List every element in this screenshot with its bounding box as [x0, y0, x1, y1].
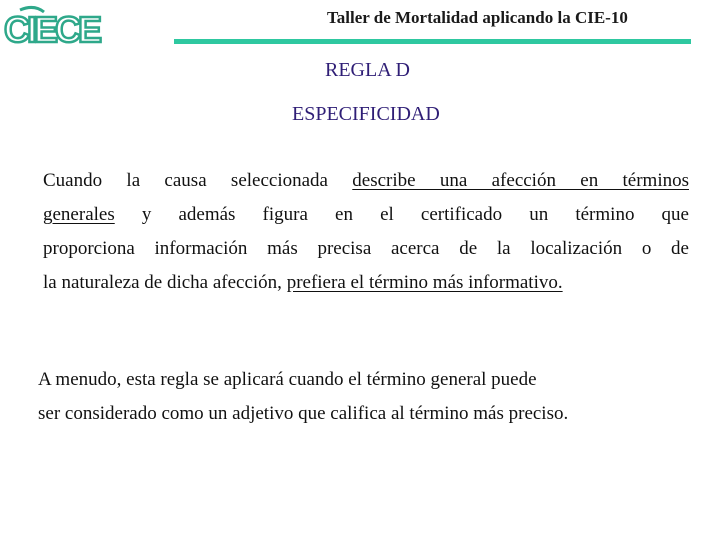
- workshop-title: Taller de Mortalidad aplicando la CIE-10: [327, 8, 628, 27]
- ciece-logo: [2, 2, 100, 50]
- note-line: ser considerado como un adjetivo que califica al término más preciso.: [38, 403, 569, 424]
- rule-heading: REGLA D: [325, 59, 410, 81]
- header-divider: [174, 39, 691, 44]
- rule-subheading: ESPECIFICIDAD: [292, 103, 440, 125]
- note-line: A menudo, esta regla se aplicará cuando el término general puede: [38, 369, 537, 390]
- rule-description: [43, 165, 689, 301]
- description-line: Cuando la causa seleccionada describe una afección en términos: [43, 170, 689, 191]
- description-line: generales y además figura en el certificado un término que: [43, 204, 689, 225]
- svg-text:CIECE: CIECE: [4, 9, 100, 50]
- description-line: proporciona información más precisa acerca de la localización o de: [43, 238, 689, 259]
- description-line: la naturaleza de dicha afección, prefiera el término más informativo.: [43, 272, 563, 293]
- rule-note: [38, 364, 698, 432]
